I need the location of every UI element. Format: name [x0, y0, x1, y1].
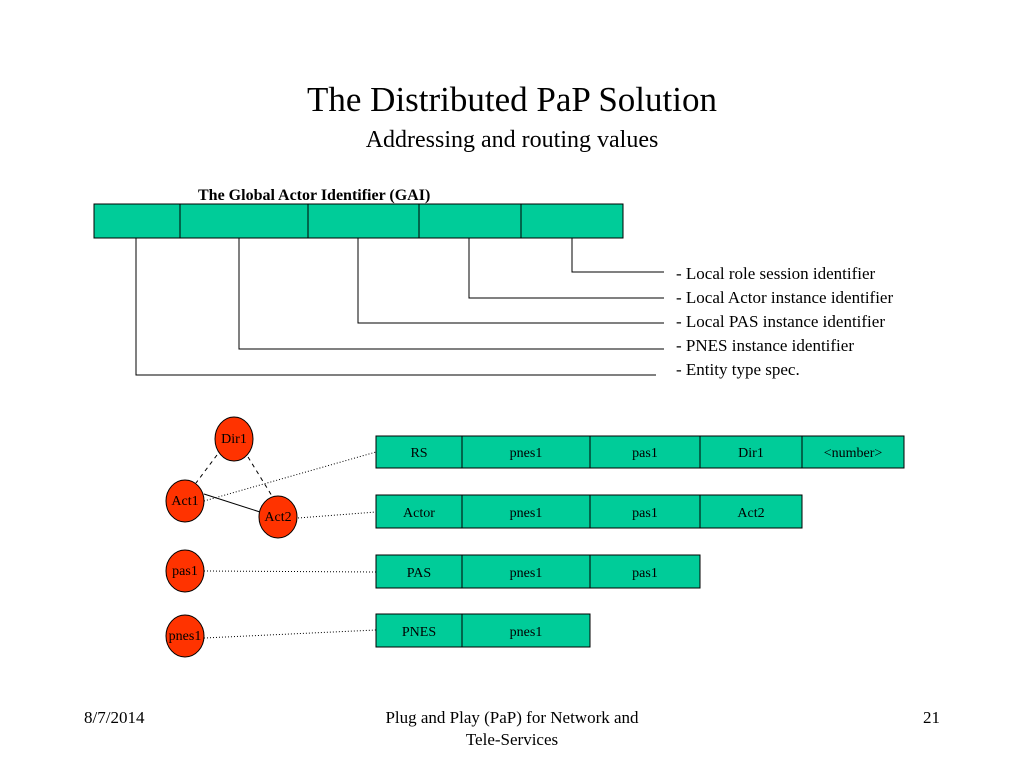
footer-title [342, 707, 682, 751]
rs-cell-text: Dir1 [738, 446, 764, 461]
pnes-cell-text: PNES [401, 625, 437, 640]
pas1-label: pas1 [172, 564, 198, 579]
gai-field-pas [308, 204, 419, 238]
gai-field-actor [419, 204, 521, 238]
desc-actor-instance: - Local Actor instance identifier [676, 288, 894, 307]
slide-subtitle: Addressing and routing values [365, 127, 659, 153]
gai-bar [94, 204, 623, 238]
footer-date: 8/7/2014 [84, 708, 145, 727]
dir1-label: Dir1 [221, 432, 247, 447]
footer-title-line: Tele-Services [465, 730, 559, 749]
actor-cell-text: Actor [403, 506, 435, 521]
pas1-pas-link [204, 571, 376, 572]
pas-cell-text: PAS [406, 566, 432, 581]
node-relations [196, 455, 272, 512]
actor-cell-text: Act2 [737, 506, 765, 521]
rs-cell-text: pnes1 [509, 446, 543, 461]
connector-pas [358, 238, 664, 323]
rs-cell-text: RS [410, 446, 428, 461]
desc-pas-instance: - Local PAS instance identifier [676, 312, 885, 331]
pas-cell-text: pnes1 [509, 566, 543, 581]
actor-cell-text: pas1 [632, 506, 658, 521]
act2-actor-link [298, 512, 376, 518]
desc-role-session: - Local role session identifier [676, 264, 876, 283]
connector-entity-type [136, 238, 656, 375]
connector-role-session [572, 238, 664, 272]
pas-cell-text: pas1 [632, 566, 658, 581]
pnes-cell-text: pnes1 [509, 625, 543, 640]
page-number: 21 [923, 708, 940, 727]
node-table-links [204, 452, 376, 638]
node-labels [169, 432, 292, 644]
nodes [166, 417, 297, 657]
actor-cell-text: pnes1 [509, 506, 543, 521]
gai-field-role-session [521, 204, 623, 238]
footer-title-line: Plug and Play (PaP) for Network and [385, 708, 639, 727]
act2-label: Act2 [264, 510, 292, 525]
act1-act2-link [204, 494, 260, 512]
gai-field-pnes [180, 204, 308, 238]
pnes1-label: pnes1 [168, 629, 202, 644]
rs-cell-text: pas1 [632, 446, 658, 461]
gai-connectors [136, 238, 664, 375]
connector-pnes [239, 238, 664, 349]
rs-cell-text: <number> [823, 446, 883, 461]
connector-actor [469, 238, 664, 298]
slide-title: The Distributed PaP Solution [307, 80, 717, 119]
dir1-act2-link [248, 457, 272, 496]
gai-field-entity-type [94, 204, 180, 238]
desc-pnes-instance: - PNES instance identifier [676, 336, 854, 355]
desc-entity-type: - Entity type spec. [676, 360, 800, 379]
act1-label: Act1 [171, 494, 199, 509]
dir1-act1-link [196, 455, 217, 483]
gai-label: The Global Actor Identifier (GAI) [198, 187, 431, 204]
pnes1-pnes-link [204, 630, 376, 638]
